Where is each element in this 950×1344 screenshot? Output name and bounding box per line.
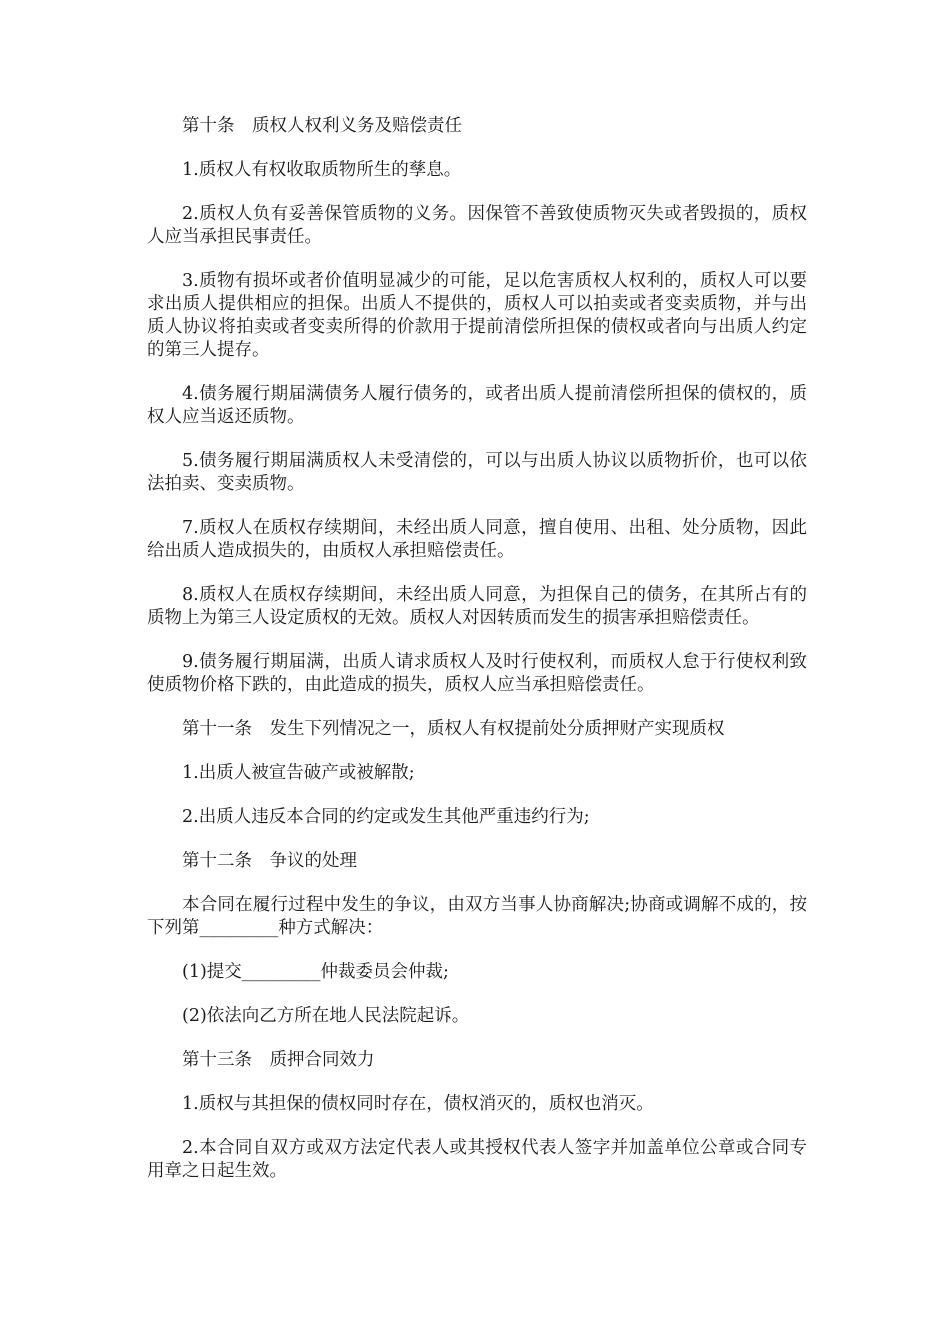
article-12-heading: 第十二条 争议的处理 (182, 851, 357, 871)
article-11-clause-2: 2.出质人违反本合同的约定或发生其他严重违约行为; (182, 807, 590, 827)
article-11-heading: 第十一条 发生下列情况之一，质权人有权提前处分质押财产实现质权 (182, 719, 725, 739)
article-10-clause-4: 4.债务履行期届满债务人履行债务的，或者出质人提前清偿所担保的债权的，质权人应当返还质物。 (147, 384, 807, 427)
document-body (147, 115, 807, 1204)
article-10-heading: 第十条 质权人权利义务及赔偿责任 (182, 116, 462, 136)
article-11-clause-1: 1.出质人被宣告破产或被解散; (182, 763, 415, 783)
article-10-clause-8: 8.质权人在质权存续期间，未经出质人同意，为担保自己的债务，在其所占有的质物上为第三人设定质权的无效。质权人对因转质而发生的损害承担赔偿责任。 (147, 585, 807, 628)
article-10-clause-5: 5.债务履行期届满质权人未受清偿的，可以与出质人协议以质物折价，也可以依法拍卖、变卖质物。 (147, 451, 807, 494)
article-10-clause-9: 9.债务履行期届满，出质人请求质权人及时行使权利，而质权人怠于行使权利致使质物价格下跌的，由此造成的损失，质权人应当承担赔偿责任。 (147, 652, 807, 695)
article-12-option-2: (2)依法向乙方所在地人民法院起诉。 (182, 1006, 470, 1026)
article-13-clause-2: 2.本合同自双方或双方法定代表人或其授权代表人签字并加盖单位公章或合同专用章之日起生效。 (147, 1138, 807, 1181)
article-13-heading: 第十三条 质押合同效力 (182, 1050, 375, 1070)
article-12-option-1: (1)提交_________仲裁委员会仲裁; (182, 962, 449, 982)
article-13-clause-1: 1.质权与其担保的债权同时存在，债权消灭的，质权也消灭。 (182, 1094, 654, 1114)
article-12-body: 本合同在履行过程中发生的争议，由双方当事人协商解决;协商或调解不成的，按下列第_________种方式解决： (147, 895, 807, 938)
article-10-clause-1: 1.质权人有权收取质物所生的孳息。 (182, 160, 462, 180)
article-10-clause-3: 3.质物有损坏或者价值明显减少的可能，足以危害质权人权利的，质权人可以要求出质人提供相应的担保。出质人不提供的，质权人可以拍卖或者变卖质物，并与出质人协议将拍卖或者变卖所得的价款用于提前清偿所担保的债权或者向与出质人约定的第三人提存。 (147, 271, 807, 360)
article-10-clause-7: 7.质权人在质权存续期间，未经出质人同意，擅自使用、出租、处分质物，因此给出质人造成损失的，由质权人承担赔偿责任。 (147, 518, 807, 561)
article-10-clause-2: 2.质权人负有妥善保管质物的义务。因保管不善致使质物灭失或者毁损的，质权人应当承担民事责任。 (147, 204, 807, 247)
